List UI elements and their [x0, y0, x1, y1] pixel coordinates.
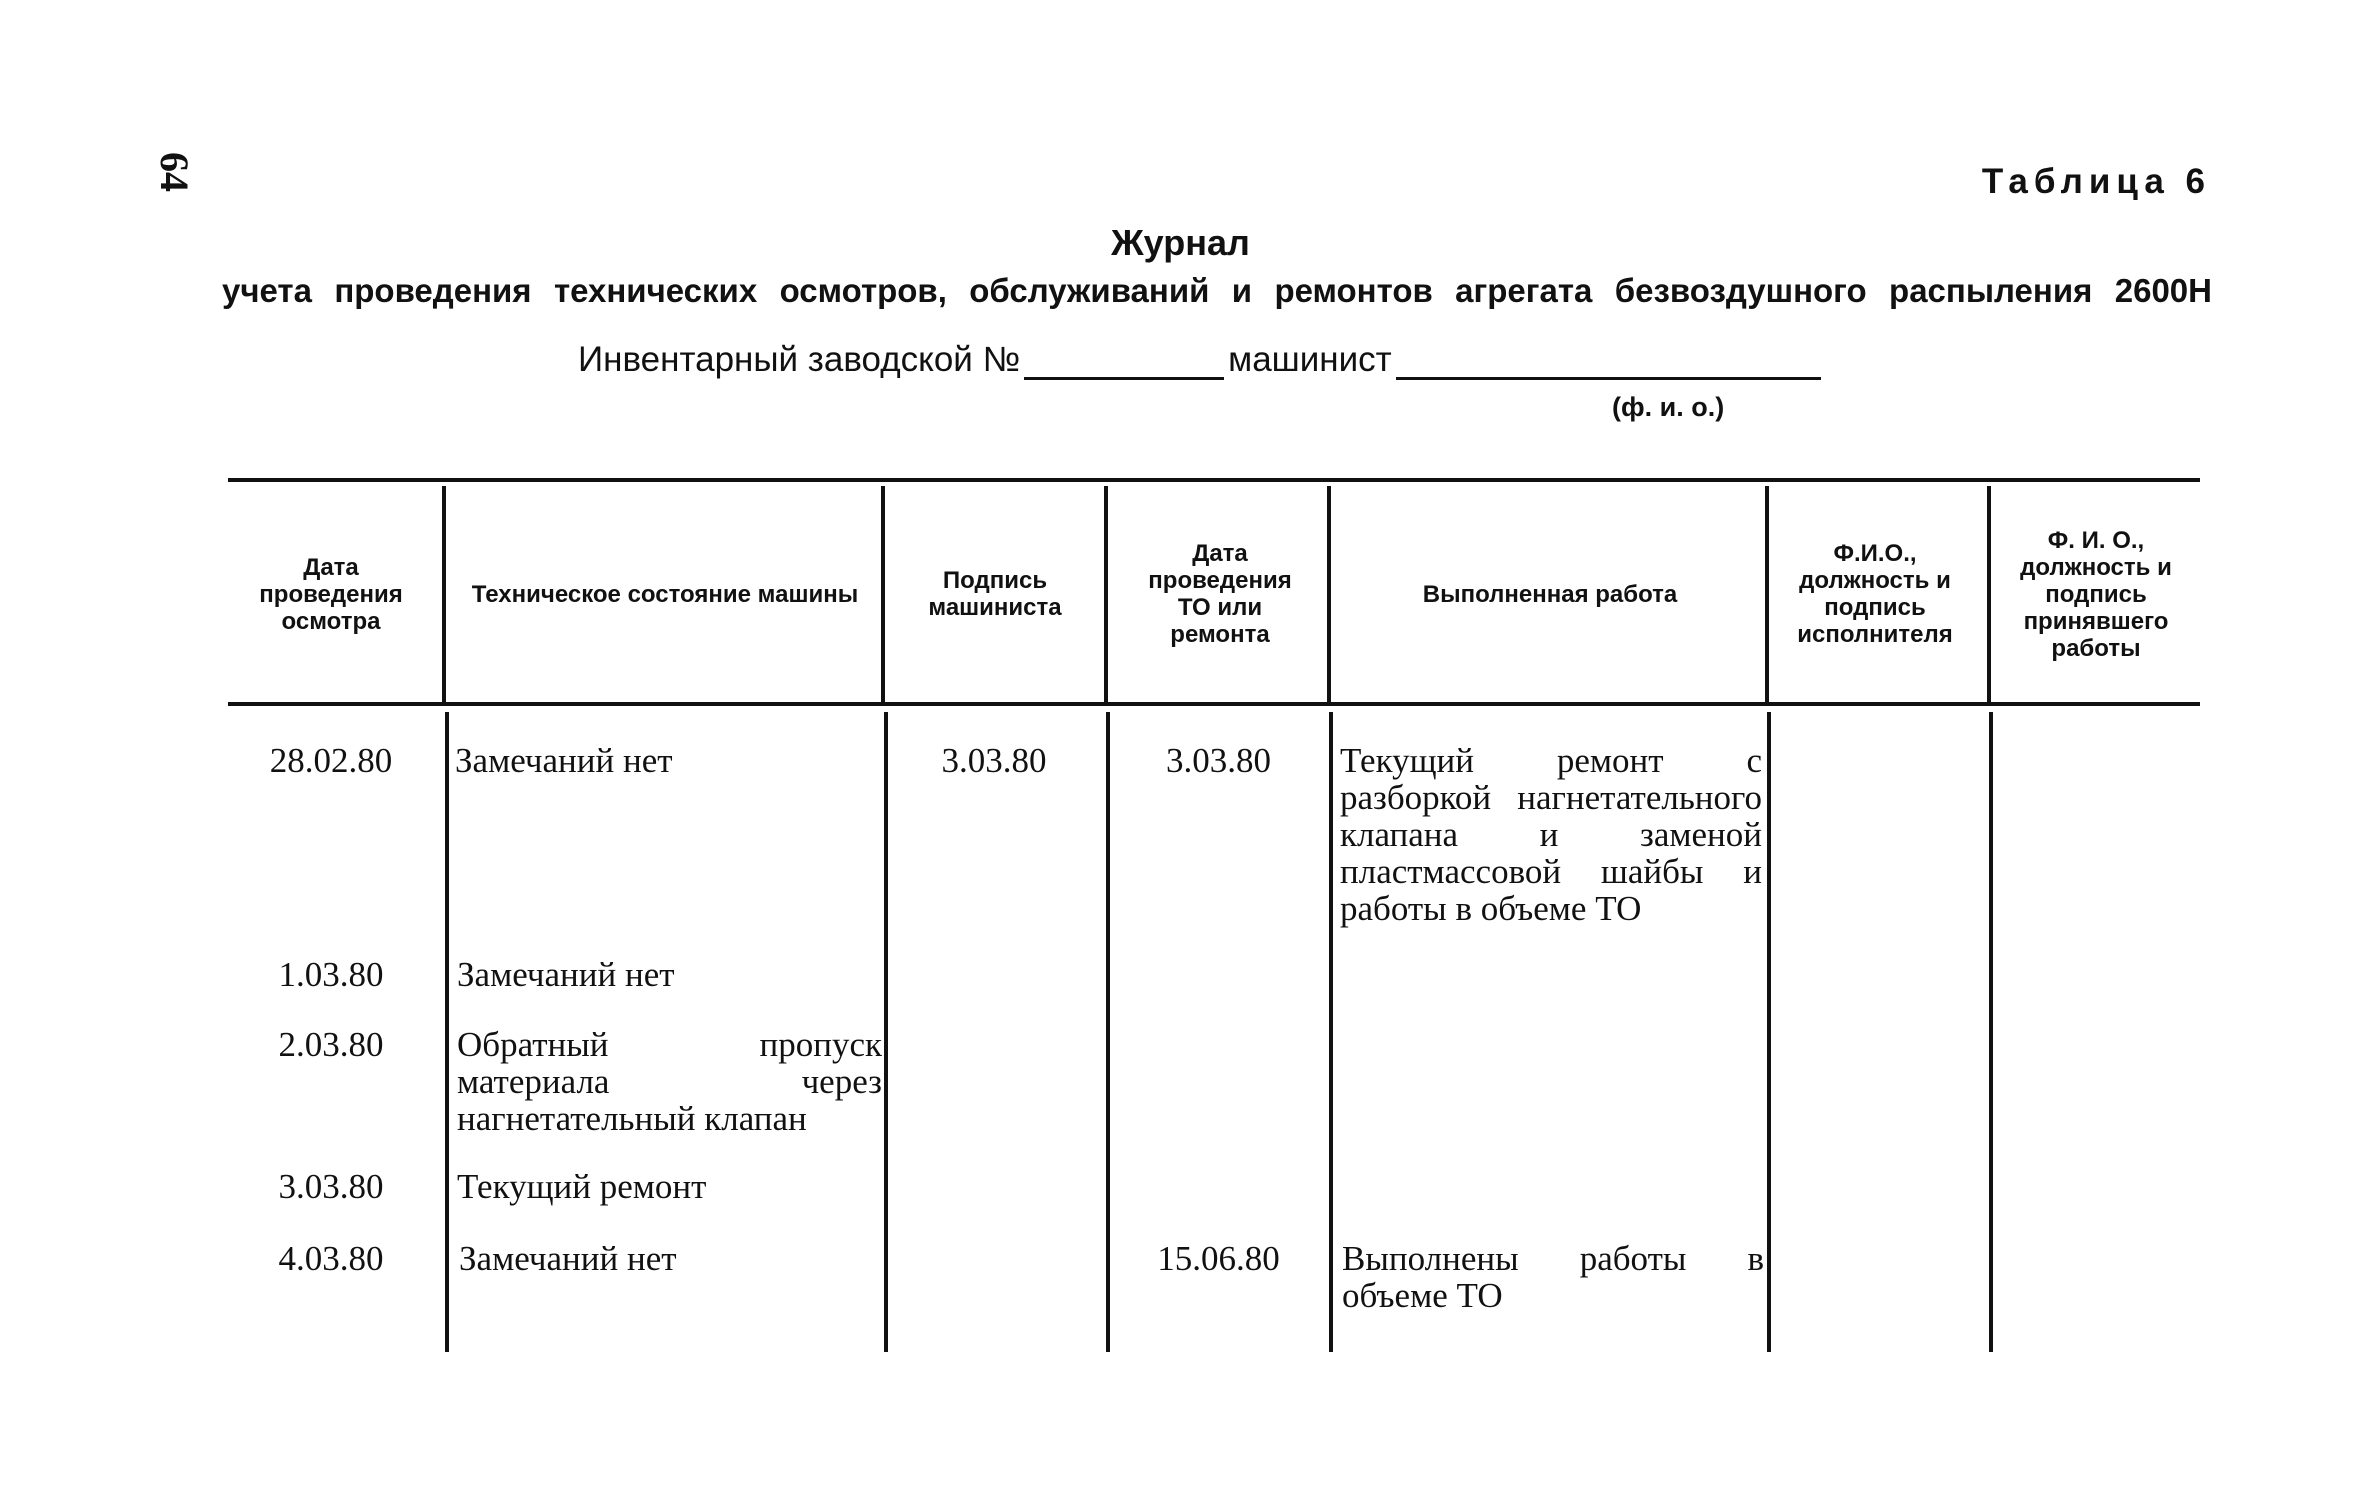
subtitle-word: учета	[222, 272, 312, 309]
body-divider	[1106, 712, 1110, 1352]
body-divider	[445, 712, 449, 1352]
fio-note: (ф. и. о.)	[1612, 392, 1725, 422]
subtitle-word: распыления	[1889, 272, 2093, 309]
document-title: Журнал	[1111, 222, 1250, 263]
row-5-condition: Замечаний нет	[459, 1239, 677, 1278]
page-number: 64	[152, 152, 197, 192]
subtitle-word: агрегата	[1455, 272, 1593, 309]
subtitle-word: проведения	[334, 272, 532, 309]
row-5-inspection-date: 4.03.80	[278, 1239, 384, 1278]
subtitle-word: безвоздушного	[1614, 272, 1867, 309]
table-header-rule	[228, 702, 2200, 706]
subtitle-word: 2600Н	[2114, 272, 2212, 309]
subtitle-word: технических	[553, 272, 758, 309]
header-divider	[1327, 486, 1331, 702]
row-4-condition: Текущий ремонт	[457, 1167, 707, 1206]
subtitle-word: осмотров,	[779, 272, 947, 309]
row-5-work-done: Выполнены работы в объеме ТО	[1342, 1239, 1764, 1315]
row-1-condition: Замечаний нет	[455, 741, 673, 780]
row-1-inspection-date: 28.02.80	[269, 741, 393, 780]
column-header-work-done: Выполненная работа	[1422, 580, 1678, 608]
subtitle-word: и	[1231, 272, 1253, 309]
column-header-executor: Ф.И.О., должность и подпись исполнителя	[1797, 540, 1953, 648]
column-header-inspection-date: Дата проведения осмотра	[259, 553, 403, 635]
row-5-service-date: 15.06.80	[1157, 1239, 1280, 1278]
header-divider	[1104, 486, 1108, 702]
subtitle-word: обслуживаний	[969, 272, 1210, 309]
inventory-label: Инвентарный заводской №	[578, 340, 1021, 379]
row-2-inspection-date: 1.03.80	[278, 955, 384, 994]
header-divider	[1987, 486, 1991, 702]
machinist-label: машинист	[1228, 340, 1392, 379]
column-header-acceptor: Ф. И. О., должность и подпись принявшего работы	[2020, 526, 2172, 662]
body-divider	[884, 712, 888, 1352]
header-divider	[442, 486, 446, 702]
inventory-number-blank	[1024, 341, 1224, 380]
row-3-condition: Обратный пропуск материала через нагнетательный клапан	[457, 1025, 882, 1138]
inventory-form-line	[578, 340, 1825, 380]
machinist-name-blank	[1396, 341, 1821, 380]
column-header-service-date: Дата проведения ТО или ремонта	[1148, 540, 1292, 648]
row-4-inspection-date: 3.03.80	[278, 1167, 384, 1206]
body-divider	[1989, 712, 1993, 1352]
header-divider	[1765, 486, 1769, 702]
header-divider	[881, 486, 885, 702]
table-top-rule	[228, 478, 2200, 482]
column-header-condition: Техническое состояние машины	[471, 580, 859, 608]
row-1-machinist-signature: 3.03.80	[941, 741, 1047, 780]
body-divider	[1329, 712, 1333, 1352]
table-label: Таблица 6	[1981, 162, 2211, 201]
row-2-condition: Замечаний нет	[457, 955, 675, 994]
row-1-work-done: Текущий ремонт с разборкой нагнетательного клапана и заменой пластмассовой шайбы и работы в объеме ТО	[1340, 741, 1762, 928]
body-divider	[1767, 712, 1771, 1352]
subtitle-word: ремонтов	[1274, 272, 1433, 309]
row-3-inspection-date: 2.03.80	[278, 1025, 384, 1064]
document-subtitle	[222, 272, 2212, 310]
row-1-service-date: 3.03.80	[1166, 741, 1271, 780]
column-header-machinist-signature: Подпись машиниста	[928, 567, 1062, 621]
